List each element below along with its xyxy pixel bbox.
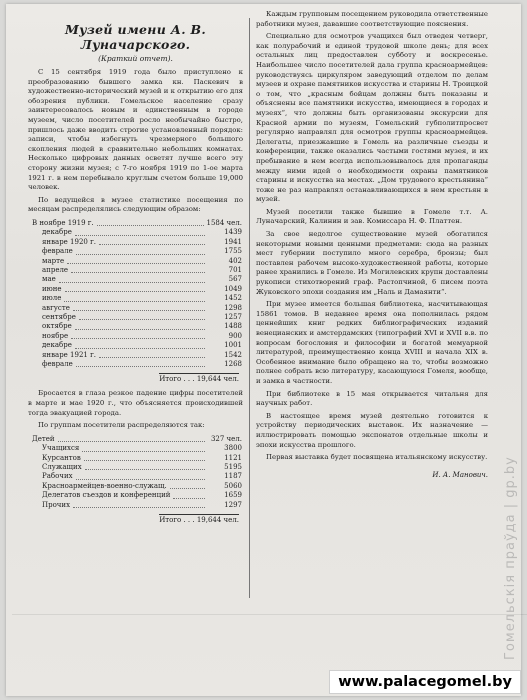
right-paragraph: Специально для осмотров учащихся был отведен четверг, как полурабочий и единой трудовой школе день; для всех остальных лиц предоставлен субботу и воскресенье. Наибольшее число посетителей дала группа красноармейцев: руководствуясь циркуляром заведующий отделом по делам музеев и охране памятников искусства и старины Н. Троицкой о том, что „красным бойцам должны быть показаны и объяснены все памятники искусства, имеющиеся в городах и музеях“, что должны быть организованы экскурсии для Красной армии по музеям, Гомельский губполитпросвет регулярно направлял для осмотров группы красноармейцев. Делегаты, приезжавшие в Гомель на различные съезды и конференции, также оказались частыми гостями музея, и их пребывание в нем всегда использовывалось для пропаганды между ними идей о необходимости охраны памятников старины и искусства на местах. „Дом трудового крестьянина“ тоже не раз направлял останавливающихся в нем крестьян в музей. (256, 32, 488, 204)
decline-paragraph: Бросается в глаза резкое падение цифры посетителей в марте и мае 1920 г., что объясняется происходившей тогда эвакуацией города. (28, 389, 243, 417)
monthly-visits-table (32, 219, 242, 370)
right-paragraph: Первая выставка будет посвящена итальянскому искусству. (266, 453, 488, 462)
group-row (32, 472, 242, 481)
right-paragraph: Каждым групповым посещением руководила ответственные работники музея, дававшие соответствующие пояснения. (256, 10, 488, 28)
leader-dots (99, 351, 205, 358)
leader-dots (76, 360, 205, 367)
group-label: Учащихся (42, 444, 80, 453)
visitor-groups-table (32, 435, 242, 510)
month-row (32, 322, 242, 331)
month-label: В ноябре 1919 г. (32, 218, 94, 227)
month-label: ноябре (42, 331, 69, 340)
month-value: 1001 (224, 341, 242, 350)
month-label: феврале (42, 247, 73, 256)
leader-dots (71, 332, 205, 339)
month-value: 900 (228, 331, 242, 340)
month-label: апреле (42, 265, 69, 274)
month-row (32, 238, 242, 247)
month-label: декабре (42, 341, 72, 350)
month-label: сентябре (42, 312, 76, 321)
group-label: Служащих (42, 463, 82, 471)
leader-dots (59, 275, 205, 282)
newspaper-page (6, 4, 521, 696)
month-value: 701 (228, 265, 242, 274)
stats-intro-paragraph: По ведущейся в музее статистике посещения по месяцам распределялись следующим образом: (28, 195, 243, 214)
month-value: 1542 (224, 350, 242, 359)
group-row (32, 463, 242, 472)
month-label: декабре (42, 228, 72, 237)
group-value: 1297 (224, 500, 242, 509)
leader-dots (65, 285, 205, 292)
month-label: октябре (42, 322, 72, 331)
month-row (32, 341, 242, 350)
month-value: 1298 (224, 303, 242, 312)
group-row (32, 435, 242, 444)
group-value: 5195 (224, 463, 242, 471)
month-row (32, 275, 242, 284)
month-row (32, 313, 242, 322)
month-row (32, 257, 242, 266)
leader-dots (75, 228, 205, 235)
leader-dots (79, 313, 205, 320)
month-value: 1049 (224, 284, 242, 293)
month-row (32, 285, 242, 294)
group-value: 5060 (224, 481, 242, 490)
intro-paragraph: С 15 сентября 1919 года было приступлено к преобразованию бывшего замка кн. Паскевич в художественно-исторический музей и к открытию его для обозрения публики. Гомельское население сразу заинтересовалось новым и единственным в городе музеем, число посетителей росло необычайно быстро, пришлось даже вводить строгие установленный порядок: записи, чтобы избегнуть чрезмерного большого скопления людей в сравнительно небольших комнатах. Несколько цифровых данных осветят лучше всего эту сторону жизни музея; с 7-го ноября 1919 по 1-ое марта 1921 г. в нем перебывало круглым счетом больше 19,000 человек. (28, 68, 243, 192)
group-row (32, 444, 242, 453)
groups-intro-paragraph: По группам посетители распределяются так: (38, 421, 205, 430)
month-label: августе (42, 303, 70, 312)
right-paragraph: За свое недолгое существование музей обогатился некоторыми новыми ценными предметами: сюда на разных мест губернии поступило много серебра, бронзы; был поставлен рабочем высоко-художественной работы, которые ранее хранились в Гомеле. Из Могилевских крупн доставлены рукописи стихотворений граф. Растопчиной, 6 писем поэта Жуковского эпохи создания им „Наль и Дамаянти“. (256, 230, 488, 296)
month-value: 1941 (224, 237, 242, 246)
group-value: 327 чел. (210, 434, 242, 443)
month-row (32, 228, 242, 237)
leader-dots (75, 322, 205, 329)
group-value: 3800 (224, 444, 242, 453)
group-label: Делегатов съездов и конференций (42, 491, 171, 500)
website-label: www.palacegomel.by (329, 670, 521, 694)
group-label: Красноармейцев-военно-служащ. (42, 481, 167, 490)
month-value: 1268 (224, 360, 242, 368)
leader-dots (170, 482, 205, 489)
group-row (32, 482, 242, 491)
right-paragraph: При библиотеке в 15 мая открывается читальня для научных работ. (256, 389, 488, 408)
leader-dots (76, 472, 205, 479)
right-paragraph: Музей посетили также бывшие в Гомеле т.т. А. Луначарский, Калинин и зав. Комиссара Н. Ф. Платтен. (256, 207, 488, 226)
group-value: 1121 (224, 453, 242, 462)
month-row (32, 360, 242, 369)
leader-dots (71, 266, 205, 273)
leader-dots (82, 444, 205, 451)
article-title: Музей имени А. В. Луначарского. (64, 22, 207, 52)
leader-dots (67, 257, 205, 264)
month-label: январе 1921 г. (42, 350, 96, 359)
month-value: 1452 (224, 294, 242, 303)
leader-dots (84, 454, 205, 461)
right-paragraph: В настоящее время музей деятельно готовится к устройству периодических выставок. Их назначение — иллюстрировать помощью экспонатов отдельные школы и эпохи искусства прошлого. (256, 411, 488, 449)
month-row (32, 332, 242, 341)
month-label: июле (42, 294, 62, 303)
left-column (28, 14, 243, 530)
monthly-visits-total: Итого . . . 19,644 чел. (159, 375, 239, 384)
month-value: 1257 (224, 312, 242, 321)
month-label: феврале (42, 360, 73, 368)
leader-dots (73, 304, 205, 311)
leader-dots (99, 238, 205, 245)
group-label: Курсантов (42, 453, 81, 462)
group-label: Детей (32, 434, 55, 443)
right-paragraph: При музее имеется большая библиотека, насчитывающая 15861 томов. В недавнее время она пополнилась рядом ценнейших книг редких библиографических изданий венецианских и амстердамских (типографий XVI и XVII в.в. по вопросам богословия и философии и богатой мемуарной литературой, преимущественно конца XVIII и начала XIX в. Особенное внимание было обращено на то, чтобы возможно полнее собрать всю литературу, касающуюся Гомеля, вообще, и замка в частности. (256, 300, 488, 385)
month-row (32, 266, 242, 275)
leader-dots (64, 294, 205, 301)
month-label: мае (42, 275, 56, 284)
group-row (32, 501, 242, 510)
month-value: 1488 (224, 322, 242, 331)
month-value: 1584 чел. (206, 218, 242, 227)
group-value: 1659 (224, 491, 242, 500)
month-row (32, 219, 242, 228)
leader-dots (85, 463, 205, 470)
month-value: 402 (228, 256, 242, 265)
leader-dots (173, 491, 205, 498)
month-row (32, 294, 242, 303)
month-value: 567 (228, 275, 242, 284)
page-fold (12, 614, 527, 615)
month-label: январе 1920 г. (42, 237, 96, 246)
author-signature: И. А. Манович. (432, 470, 488, 479)
group-row (32, 491, 242, 500)
visitor-groups-total: Итого . . . 19,644 чел. (159, 516, 239, 525)
group-label: Прочих (42, 500, 71, 509)
vertical-watermark: Гомельскiя праўда | gp.by (503, 456, 518, 660)
month-label: марте (42, 256, 65, 265)
month-value: 1755 (224, 247, 242, 256)
month-row (32, 247, 242, 256)
column-divider (249, 18, 250, 598)
leader-dots (58, 435, 205, 442)
month-row (32, 351, 242, 360)
article-subtitle: (Краткий отчет). (98, 54, 173, 63)
month-row (32, 304, 242, 313)
group-label: Рабочих (42, 472, 73, 481)
leader-dots (73, 501, 205, 508)
leader-dots (76, 247, 205, 254)
leader-dots (97, 219, 204, 226)
group-row (32, 454, 242, 463)
leader-dots (75, 341, 205, 348)
month-value: 1439 (224, 228, 242, 237)
right-column (256, 10, 488, 479)
group-value: 1187 (224, 472, 242, 481)
month-label: июне (42, 284, 62, 293)
